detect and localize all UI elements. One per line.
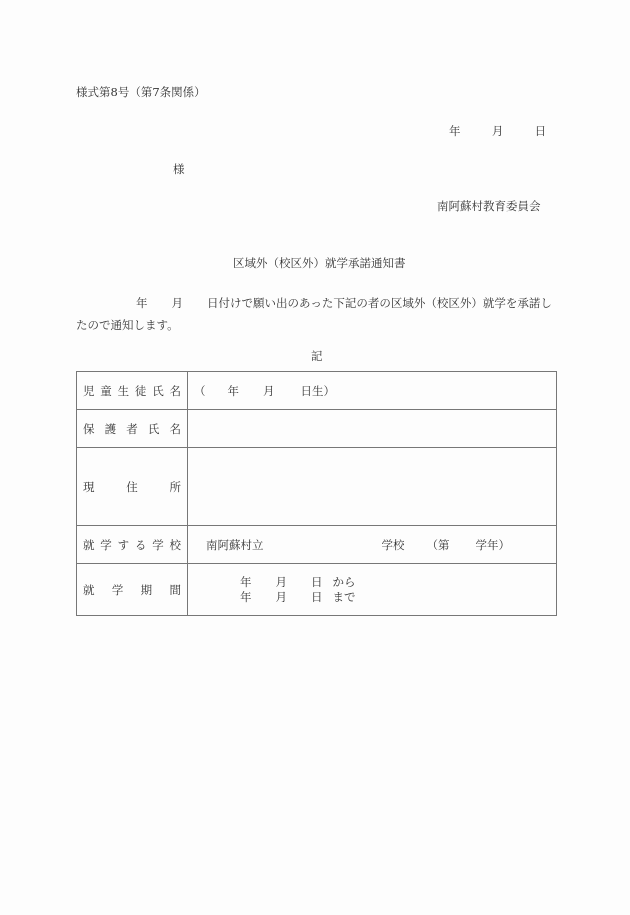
label-address: 現住所 — [77, 448, 188, 526]
body-paragraph — [76, 292, 561, 336]
label-guardian-name: 保護者氏名 — [77, 410, 188, 448]
start-day: 日 — [311, 574, 323, 589]
birth-day: 日生） — [300, 383, 335, 398]
table-row-school — [77, 526, 557, 564]
school-prefix: 南阿蘇村立 — [206, 537, 264, 552]
table-row-guardian-name — [77, 410, 557, 448]
end-day: 日 — [311, 589, 323, 604]
table-row-address — [77, 448, 557, 526]
end-year: 年 — [240, 589, 252, 604]
label-school: 就学する学校 — [77, 526, 188, 564]
grade-prefix: （第 — [426, 537, 450, 552]
table-row-period — [77, 564, 557, 616]
birth-month: 月 — [263, 383, 275, 398]
issue-date — [449, 123, 546, 139]
period-start — [240, 575, 550, 590]
field-period[interactable] — [188, 564, 557, 616]
end-suffix: まで — [332, 589, 356, 604]
start-year: 年 — [240, 574, 252, 589]
issuer-name: 南阿蘇村教育委員会 — [437, 199, 541, 213]
form-number: 様式第8号（第7条関係） — [76, 85, 206, 99]
body-text: 日付けで願い出のあった下記の者の区域外（校区外）就学を承諾したので通知します。 — [76, 296, 552, 332]
ki-label: 記 — [311, 349, 323, 363]
date-year: 年 — [449, 124, 461, 138]
date-month: 月 — [491, 124, 504, 138]
table-row-student-name — [77, 372, 557, 410]
document-title: 区域外（校区外）就学承諾通知書 — [233, 256, 406, 270]
field-address[interactable] — [188, 448, 557, 526]
field-school[interactable] — [188, 526, 557, 564]
school-suffix: 学校 — [381, 537, 405, 552]
addressee-suffix: 様 — [173, 162, 185, 176]
label-student-name: 児童生徒氏名 — [77, 372, 188, 410]
end-month: 月 — [275, 589, 287, 604]
date-day: 日 — [534, 124, 547, 138]
details-table — [76, 371, 557, 616]
field-guardian-name[interactable] — [188, 410, 557, 448]
paren-open: （ — [194, 383, 206, 398]
grade-suffix: 学年） — [475, 537, 510, 552]
label-period: 就学期間 — [77, 564, 188, 616]
period-end — [240, 590, 550, 605]
body-date-year: 年 — [136, 296, 148, 310]
birth-year: 年 — [227, 383, 239, 398]
field-student-name[interactable] — [188, 372, 557, 410]
start-suffix: から — [332, 574, 356, 589]
body-date-month: 月 — [171, 296, 183, 310]
start-month: 月 — [275, 574, 287, 589]
